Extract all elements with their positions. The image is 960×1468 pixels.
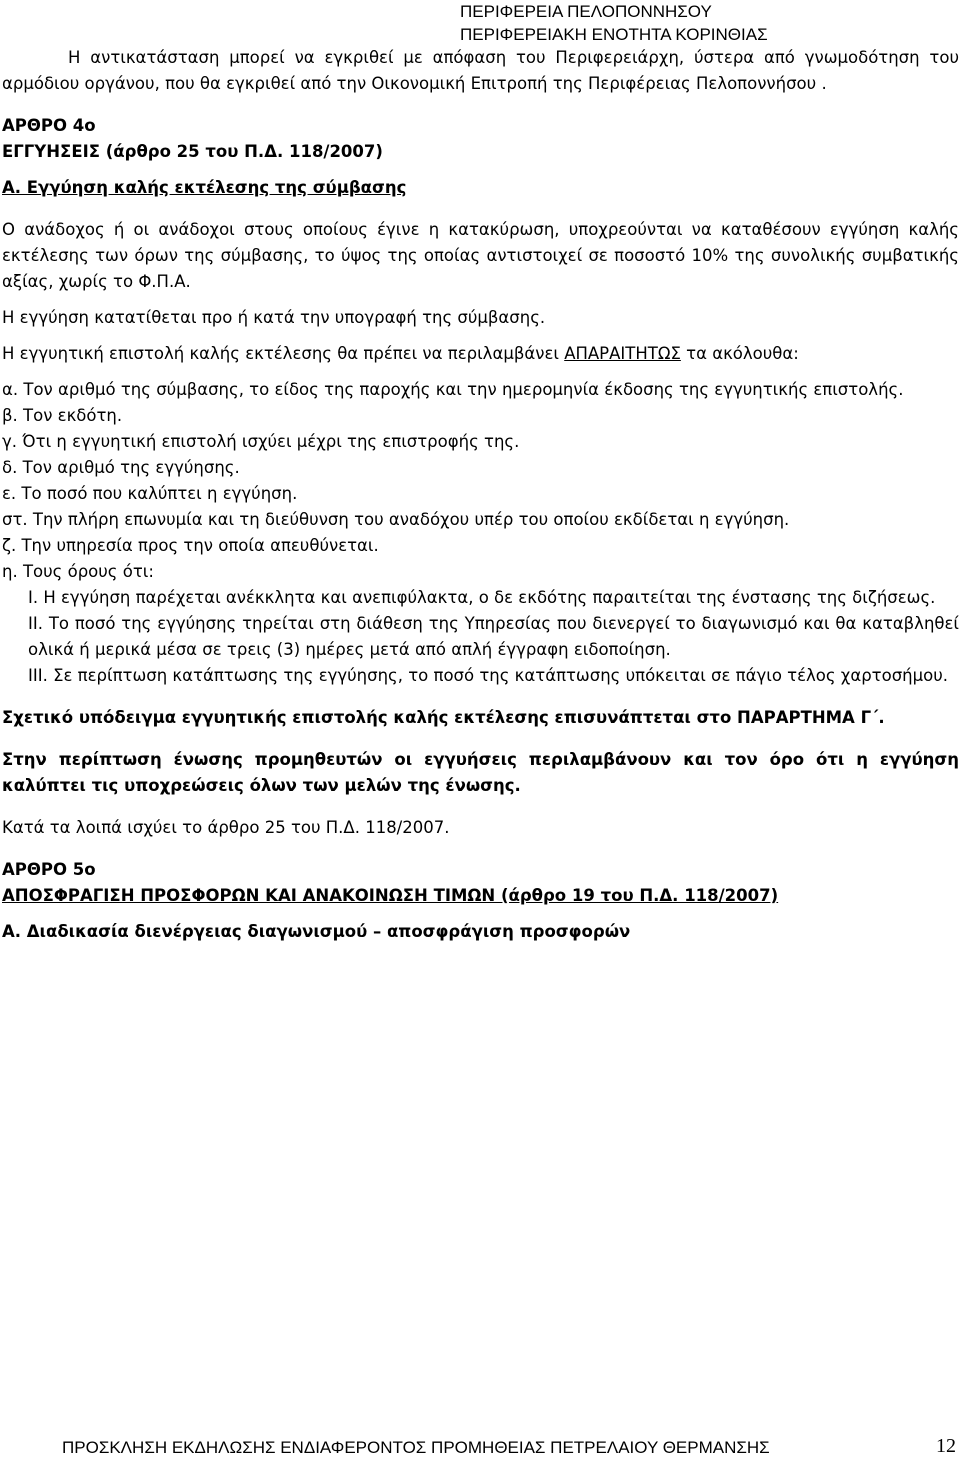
list-item: ε. Το ποσό που καλύπτει η εγγύηση.: [2, 484, 298, 503]
header-unit: ΠΕΡΙΦΕΡΕΙΑΚΗ ΕΝΟΤΗΤΑ ΚΟΡΙΝΘΙΑΣ: [460, 25, 768, 44]
article-5-number: ΑΡΘΡΟ 5ο: [2, 860, 96, 879]
list-item: β. Τον εκδότη.: [2, 406, 123, 425]
roman-item: ΙΙ. Το ποσό της εγγύησης τηρείται στη διάθεση της Υπηρεσίας που διενεργεί το διαγωνισμό και θα καταβληθεί ολικά ή μερικά μέσα σε τρεις (3) ημέρες μετά από απλή έγγραφη ειδοποίηση.: [28, 614, 959, 659]
list-item: γ. Ότι η εγγυητική επιστολή ισχύει μέχρι της επιστροφής της.: [2, 432, 520, 451]
document-body: [2, 45, 959, 945]
requirements-emphasis: ΑΠΑΡΑΙΤΗΤΩΣ: [564, 344, 681, 363]
list-item: ζ. Την υπηρεσία προς την οποία απευθύνεται.: [2, 536, 379, 555]
article-4-number: ΑΡΘΡΟ 4ο: [2, 116, 96, 135]
page-header: [460, 0, 860, 46]
requirements-text-end: τα ακόλουθα:: [680, 344, 799, 363]
page-number: 12: [936, 1435, 956, 1457]
roman-item: Ι. Η εγγύηση παρέχεται ανέκκλητα και ανεπιφύλακτα, ο δε εκδότης παραιτείται της ένστασης της διζήσεως.: [28, 588, 936, 607]
page-footer: [62, 1437, 958, 1459]
intro-paragraph: Η αντικατάσταση μπορεί να εγκριθεί με απόφαση του Περιφερειάρχη, ύστερα από γνωμοδότηση του αρμόδιου οργάνου, που θα εγκριθεί από την Οικονομική Επιτροπή της Περιφέρειας Πελοποννήσου .: [2, 48, 959, 93]
consortium-note: Στην περίπτωση ένωσης προμηθευτών οι εγγυήσεις περιλαμβάνουν και τον όρο ότι η εγγύηση καλύπτει τις υποχρεώσεις όλων των μελών της ένωσης.: [2, 750, 959, 795]
header-region: ΠΕΡΙΦΕΡΕΙΑ ΠΕΛΟΠΟΝΝΗΣΟΥ: [460, 2, 712, 21]
article-4-section-a: Α. Εγγύηση καλής εκτέλεσης της σύμβασης: [2, 178, 407, 197]
guarantee-paragraph: Ο ανάδοχος ή οι ανάδοχοι στους οποίους έγινε η κατακύρωση, υποχρεούνται να καταθέσουν εγγύηση καλής εκτέλεσης των όρων της σύμβασης, το ύψος της οποίας αντιστοιχεί σε ποσοστό 10% της συνολικής συμβατικής αξίας, χωρίς το Φ.Π.Α.: [2, 220, 959, 291]
list-item: η. Τους όρους ότι:: [2, 562, 154, 581]
footer-title: ΠΡΟΣΚΛΗΣΗ ΕΚΔΗΛΩΣΗΣ ΕΝΔΙΑΦΕΡΟΝΤΟΣ ΠΡΟΜΗΘΕΙΑΣ ΠΕΤΡΕΛΑΙΟΥ ΘΕΡΜΑΝΣΗΣ: [62, 1438, 770, 1457]
list-item: α. Τον αριθμό της σύμβασης, το είδος της παροχής και την ημερομηνία έκδοσης της εγγυητικής επιστολής.: [2, 380, 904, 399]
list-item: στ. Την πλήρη επωνυμία και τη διεύθυνση του αναδόχου υπέρ του οποίου εκδίδεται η εγγύηση.: [2, 510, 790, 529]
article-5-title: ΑΠΟΣΦΡΑΓΙΣΗ ΠΡΟΣΦΟΡΩΝ ΚΑΙ ΑΝΑΚΟΙΝΩΣΗ ΤΙΜΩΝ (άρθρο 19 του Π.Δ. 118/2007): [2, 886, 779, 905]
article-5-section-a: Α. Διαδικασία διενέργειας διαγωνισμού – αποσφράγιση προσφορών: [2, 922, 631, 941]
list-item: δ. Τον αριθμό της εγγύησης.: [2, 458, 240, 477]
roman-item: ΙΙΙ. Σε περίπτωση κατάπτωσης της εγγύησης, το ποσό της κατάπτωσης υπόκειται σε πάγιο τέλος χαρτοσήμου.: [28, 666, 949, 685]
requirements-text: Η εγγυητική επιστολή καλής εκτέλεσης θα πρέπει να περιλαμβάνει: [2, 344, 565, 363]
closing-note: Κατά τα λοιπά ισχύει το άρθρο 25 του Π.Δ. 118/2007.: [2, 818, 450, 837]
guarantee-timing: Η εγγύηση κατατίθεται προ ή κατά την υπογραφή της σύμβασης.: [2, 308, 546, 327]
annex-note: Σχετικό υπόδειγμα εγγυητικής επιστολής καλής εκτέλεσης επισυνάπτεται στο ΠΑΡΑΡΤΗΜΑ Γ΄.: [2, 708, 885, 727]
guarantee-requirements: [2, 341, 959, 367]
article-4-title: ΕΓΓΥΗΣΕΙΣ (άρθρο 25 του Π.Δ. 118/2007): [2, 142, 383, 161]
